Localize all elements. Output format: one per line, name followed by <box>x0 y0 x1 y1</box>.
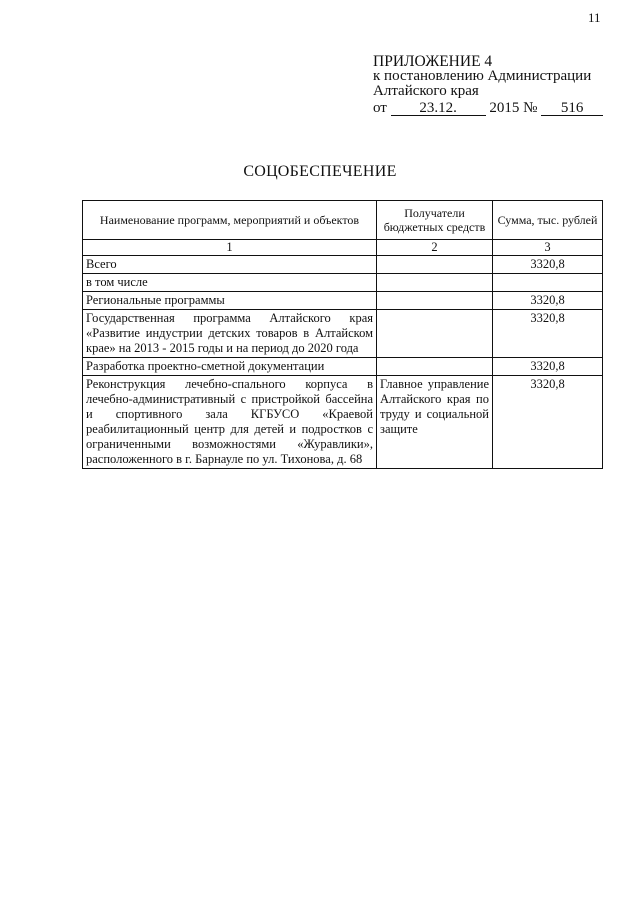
resolution-year: 2015 № <box>489 100 538 116</box>
budget-table <box>82 200 603 469</box>
row-name: Разработка проектно-сметной документации <box>83 358 377 376</box>
resolution-number: 516 <box>541 101 603 116</box>
row-recipient <box>377 274 493 292</box>
appendix-title: ПРИЛОЖЕНИЕ 4 <box>373 53 493 70</box>
table-row <box>83 274 603 292</box>
row-amount: 3320,8 <box>493 358 603 376</box>
resolution-date: 23.12. <box>391 101 486 116</box>
row-name: Региональные программы <box>83 292 377 310</box>
row-amount <box>493 274 603 292</box>
row-name: в том числе <box>83 274 377 292</box>
column-number-row <box>83 240 603 256</box>
table-row <box>83 358 603 376</box>
appendix-block <box>373 54 603 116</box>
page-number: 11 <box>588 10 601 25</box>
header-recipients: Получатели бюджетных средств <box>377 201 493 240</box>
row-recipient <box>377 256 493 274</box>
row-amount: 3320,8 <box>493 256 603 274</box>
section-title: СОЦОБЕСПЕЧЕНИЕ <box>243 163 397 180</box>
row-recipient <box>377 310 493 358</box>
date-prefix: от <box>373 100 387 116</box>
row-name: Всего <box>83 256 377 274</box>
row-recipient <box>377 358 493 376</box>
row-amount: 3320,8 <box>493 310 603 358</box>
table-row <box>83 310 603 358</box>
appendix-line-2: Алтайского края <box>373 83 479 99</box>
appendix-date-line <box>373 101 603 116</box>
header-name: Наименование программ, мероприятий и объектов <box>83 201 377 240</box>
col-number-3: 3 <box>493 240 603 256</box>
row-recipient: Главное управление Алтайского края по труду и социальной защите <box>377 376 493 469</box>
col-number-2: 2 <box>377 240 493 256</box>
row-name: Реконструкция лечебно-спального корпуса в лечебно-административный с пристройкой бассейна и спортивного зала КГБУСО «Краевой реабилитационный центр для детей и подростков с ограниченными возможностями «Журавлики», расположенного в г. Барнауле по ул. Тихонова, д. 68 <box>83 376 377 469</box>
appendix-line-1: к постановлению Администрации <box>373 68 592 84</box>
table-header-row <box>83 201 603 240</box>
row-name: Государственная программа Алтайского края «Развитие индустрии детских товаров в Алтайском крае» на 2013 - 2015 годы и на период до 2020 года <box>83 310 377 358</box>
row-amount: 3320,8 <box>493 292 603 310</box>
col-number-1: 1 <box>83 240 377 256</box>
table-row <box>83 376 603 469</box>
row-recipient <box>377 292 493 310</box>
header-amount: Сумма, тыс. рублей <box>493 201 603 240</box>
row-amount: 3320,8 <box>493 376 603 469</box>
table-row <box>83 292 603 310</box>
table-row <box>83 256 603 274</box>
